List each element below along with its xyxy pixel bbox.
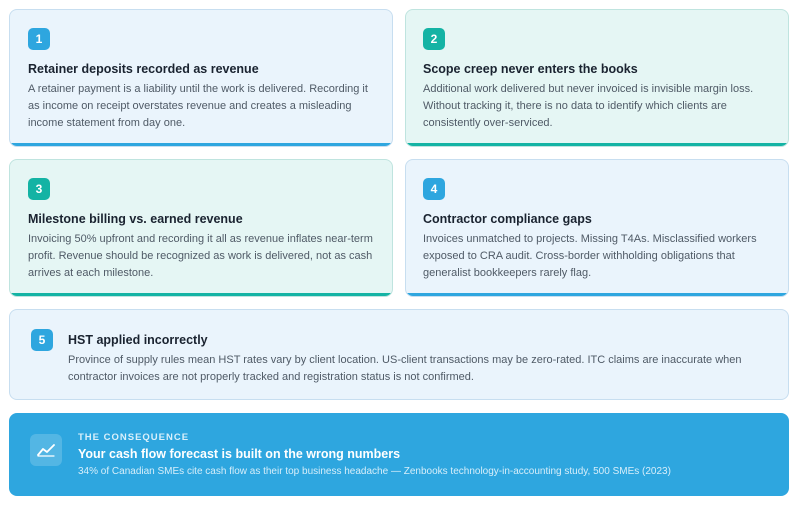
number-badge: 3 [28, 178, 50, 200]
consequence-banner [9, 413, 789, 496]
card-description: Province of supply rules mean HST rates vary by client location. US-client transactions may be zero-rated. ITC claims are inaccurate when contractor invoices are not properly tracked and registration status is not confirmed. [68, 354, 742, 383]
issue-card-3 [9, 159, 393, 297]
card-title: Retainer deposits recorded as revenue [28, 62, 259, 76]
card-accent-bar [10, 293, 392, 296]
number-badge: 5 [31, 329, 53, 351]
card-description: Invoicing 50% upfront and recording it all as revenue inflates near-term profit. Revenue should be recognized as work is delivered, not as cash arrives at each milestone. [28, 233, 373, 279]
issue-card-1 [9, 9, 393, 147]
card-title: Contractor compliance gaps [423, 212, 592, 226]
number-badge: 4 [423, 178, 445, 200]
card-title: HST applied incorrectly [68, 333, 208, 347]
card-description: Invoices unmatched to projects. Missing T4As. Misclassified workers exposed to CRA audit. Cross-border withholding obligations that generalist bookkeepers rarely flag. [423, 233, 757, 279]
card-title: Milestone billing vs. earned revenue [28, 212, 243, 226]
number-badge: 1 [28, 28, 50, 50]
trend-chart-icon [30, 434, 62, 466]
card-title: Scope creep never enters the books [423, 62, 638, 76]
consequence-source: 34% of Canadian SMEs cite cash flow as their top business headache — Zenbooks technology-in-accounting study, 500 SMEs (2023) [78, 466, 671, 477]
card-description: A retainer payment is a liability until the work is delivered. Recording it as income on receipt overstates revenue and creates a misleading income statement from day one. [28, 83, 368, 129]
consequence-title: Your cash flow forecast is built on the wrong numbers [78, 447, 401, 461]
issue-card-5 [9, 309, 789, 400]
number-badge: 2 [423, 28, 445, 50]
issue-card-2 [405, 9, 789, 147]
consequence-label: THE CONSEQUENCE [78, 432, 190, 443]
issue-card-4 [405, 159, 789, 297]
card-accent-bar [406, 293, 788, 296]
card-accent-bar [406, 143, 788, 146]
card-accent-bar [10, 143, 392, 146]
card-description: Additional work delivered but never invoiced is invisible margin loss. Without tracking it, there is no data to identify which clients are consistently over-serviced. [423, 83, 754, 129]
